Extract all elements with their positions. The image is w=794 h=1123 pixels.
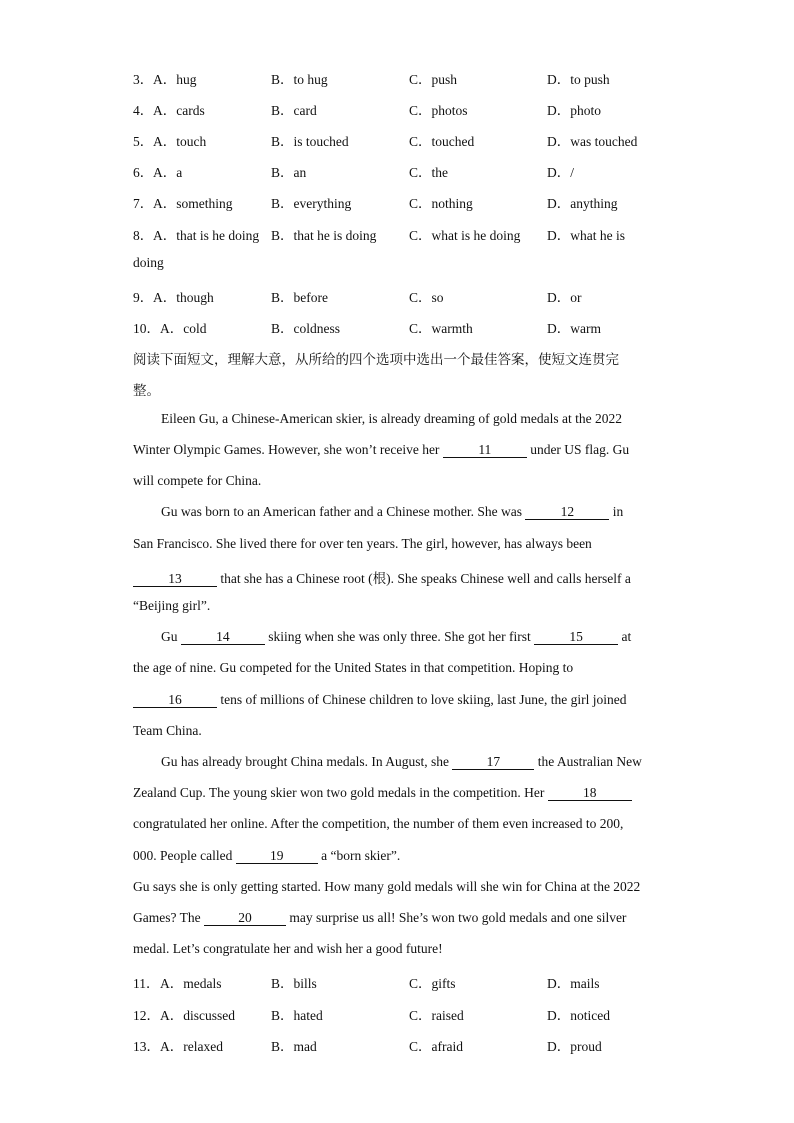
passage-line: “Beijing girl”. [133, 598, 211, 613]
passage-line: medal. Let’s congratulate her and wish her a good future! [133, 941, 443, 956]
option-a: A．cards [153, 103, 205, 118]
option-a: A．that is he doing [153, 228, 260, 243]
question-row [133, 99, 673, 119]
option-c: C．push [409, 72, 458, 87]
option-d: D．to push [547, 72, 610, 87]
blank-18: 18 [548, 786, 632, 801]
option-b: B．is touched [271, 134, 349, 149]
question-row [133, 224, 673, 244]
option-c: C．raised [409, 1008, 464, 1023]
option-b: B．to hug [271, 72, 328, 87]
passage-line [133, 692, 626, 708]
passage-line: Team China. [133, 723, 202, 738]
passage-text: a “born skier”. [317, 848, 401, 863]
option-d: D．photo [547, 103, 601, 118]
passage-line: congratulated her online. After the competition, the number of them even increased to 200, [133, 816, 624, 831]
passage-line [133, 848, 400, 864]
option-d: D．/ [547, 165, 574, 180]
option-d: D．noticed [547, 1008, 610, 1023]
blank-14: 14 [181, 630, 265, 645]
passage-text: under US flag. Gu [526, 442, 630, 457]
option-c: C．gifts [409, 976, 456, 991]
option-b: B．that he is doing [271, 228, 377, 243]
question-row [133, 1035, 673, 1055]
passage-line [161, 504, 623, 520]
question-row [133, 192, 673, 212]
passage-text: Gu was born to an American father and a Chinese mother. She was [161, 504, 526, 519]
option-a: A．relaxed [160, 1039, 223, 1054]
question-row [133, 972, 673, 992]
question-row [133, 161, 673, 181]
option-a: A．though [153, 290, 214, 305]
option-c: C．nothing [409, 196, 473, 211]
question-number: 7． [133, 196, 154, 211]
question-number: 4． [133, 103, 154, 118]
instruction-text-cont: 整。 [133, 383, 160, 399]
question-number: 8． [133, 228, 154, 243]
passage-text: skiing when she was only three. She got her first [264, 629, 535, 644]
option-d: D．mails [547, 976, 600, 991]
passage-text: tens of millions of Chinese children to love skiing, last June, the girl joined [217, 692, 627, 707]
passage-line [161, 754, 642, 770]
question-row [133, 286, 673, 306]
option-d: D．warm [547, 321, 601, 336]
blank-12: 12 [525, 505, 609, 520]
option-c: C．what is he doing [409, 228, 521, 243]
option-b: B．before [271, 290, 328, 305]
option-d: D．proud [547, 1039, 602, 1054]
passage-text: the Australian New [534, 754, 642, 769]
question-number: 12． [133, 1008, 160, 1023]
question-number: 10． [133, 321, 160, 336]
blank-16: 16 [133, 693, 217, 708]
question-row [133, 1004, 673, 1024]
option-b: B．an [271, 165, 307, 180]
option-b: B．everything [271, 196, 352, 211]
passage-text: may surprise us all! She’s won two gold medals and one silver [285, 910, 627, 925]
question-number: 11． [133, 976, 160, 991]
option-b: B．card [271, 103, 317, 118]
passage-text: Gu has already brought China medals. In August, she [161, 754, 453, 769]
option-c: C．photos [409, 103, 468, 118]
option-a: A．discussed [160, 1008, 235, 1023]
option-c: C．afraid [409, 1039, 463, 1054]
question-number: 9． [133, 290, 154, 305]
passage-text: at [618, 629, 632, 644]
option-a: A．cold [160, 321, 207, 336]
option-b: B．mad [271, 1039, 317, 1054]
question-row [133, 317, 673, 337]
passage-line: Eileen Gu, a Chinese-American skier, is already dreaming of gold medals at the 2022 [161, 411, 622, 426]
option-b: B．hated [271, 1008, 323, 1023]
passage-text: 000. People called [133, 848, 236, 863]
passage-text: Gu [161, 629, 181, 644]
option-d: D．or [547, 290, 582, 305]
passage-line: San Francisco. She lived there for over ten years. The girl, however, has always been [133, 536, 592, 551]
option-a: A．medals [160, 976, 222, 991]
option-c: C．warmth [409, 321, 473, 336]
passage-line [161, 629, 631, 645]
option-c: C．so [409, 290, 444, 305]
option-d: D．anything [547, 196, 618, 211]
blank-20: 20 [204, 911, 286, 926]
passage-line [133, 785, 632, 801]
passage-text: Zealand Cup. The young skier won two gold medals in the competition. Her [133, 785, 548, 800]
option-a: A．something [153, 196, 233, 211]
instruction-text: 阅读下面短文，理解大意，从所给的四个选项中选出一个最佳答案，使短文连贯完 [133, 352, 619, 368]
passage-line [133, 910, 626, 926]
question-row [133, 130, 673, 150]
blank-15: 15 [534, 630, 618, 645]
question-row [133, 68, 673, 88]
blank-19: 19 [236, 849, 318, 864]
option-b: B．coldness [271, 321, 340, 336]
option-a: A．hug [153, 72, 197, 87]
blank-17: 17 [452, 755, 534, 770]
question-number: 3． [133, 72, 154, 87]
option-c: C．touched [409, 134, 475, 149]
option-b: B．bills [271, 976, 317, 991]
option-d: D．was touched [547, 134, 638, 149]
passage-line: Gu says she is only getting started. How many gold medals will she win for China at the 2022 [133, 879, 641, 894]
question-number: 6． [133, 165, 154, 180]
option-c: C．the [409, 165, 448, 180]
blank-13: 13 [133, 572, 217, 587]
question-number: 13． [133, 1039, 160, 1054]
passage-line: the age of nine. Gu competed for the United States in that competition. Hoping to [133, 660, 574, 675]
blank-11: 11 [443, 443, 527, 458]
option-d: D．what he is [547, 228, 625, 243]
passage-text: Games? The [133, 910, 204, 925]
passage-line: will compete for China. [133, 473, 262, 488]
passage-text: Winter Olympic Games. However, she won’t receive her [133, 442, 443, 457]
question-number: 5． [133, 134, 154, 149]
question-8-wrap: doing [133, 255, 164, 270]
option-a: A．touch [153, 134, 207, 149]
passage-text: in [609, 504, 624, 519]
passage-line [133, 442, 629, 458]
passage-text: that she has a Chinese root (根). She speaks Chinese well and calls herself a [217, 571, 631, 586]
passage-line [133, 567, 631, 587]
option-a: A．a [153, 165, 183, 180]
